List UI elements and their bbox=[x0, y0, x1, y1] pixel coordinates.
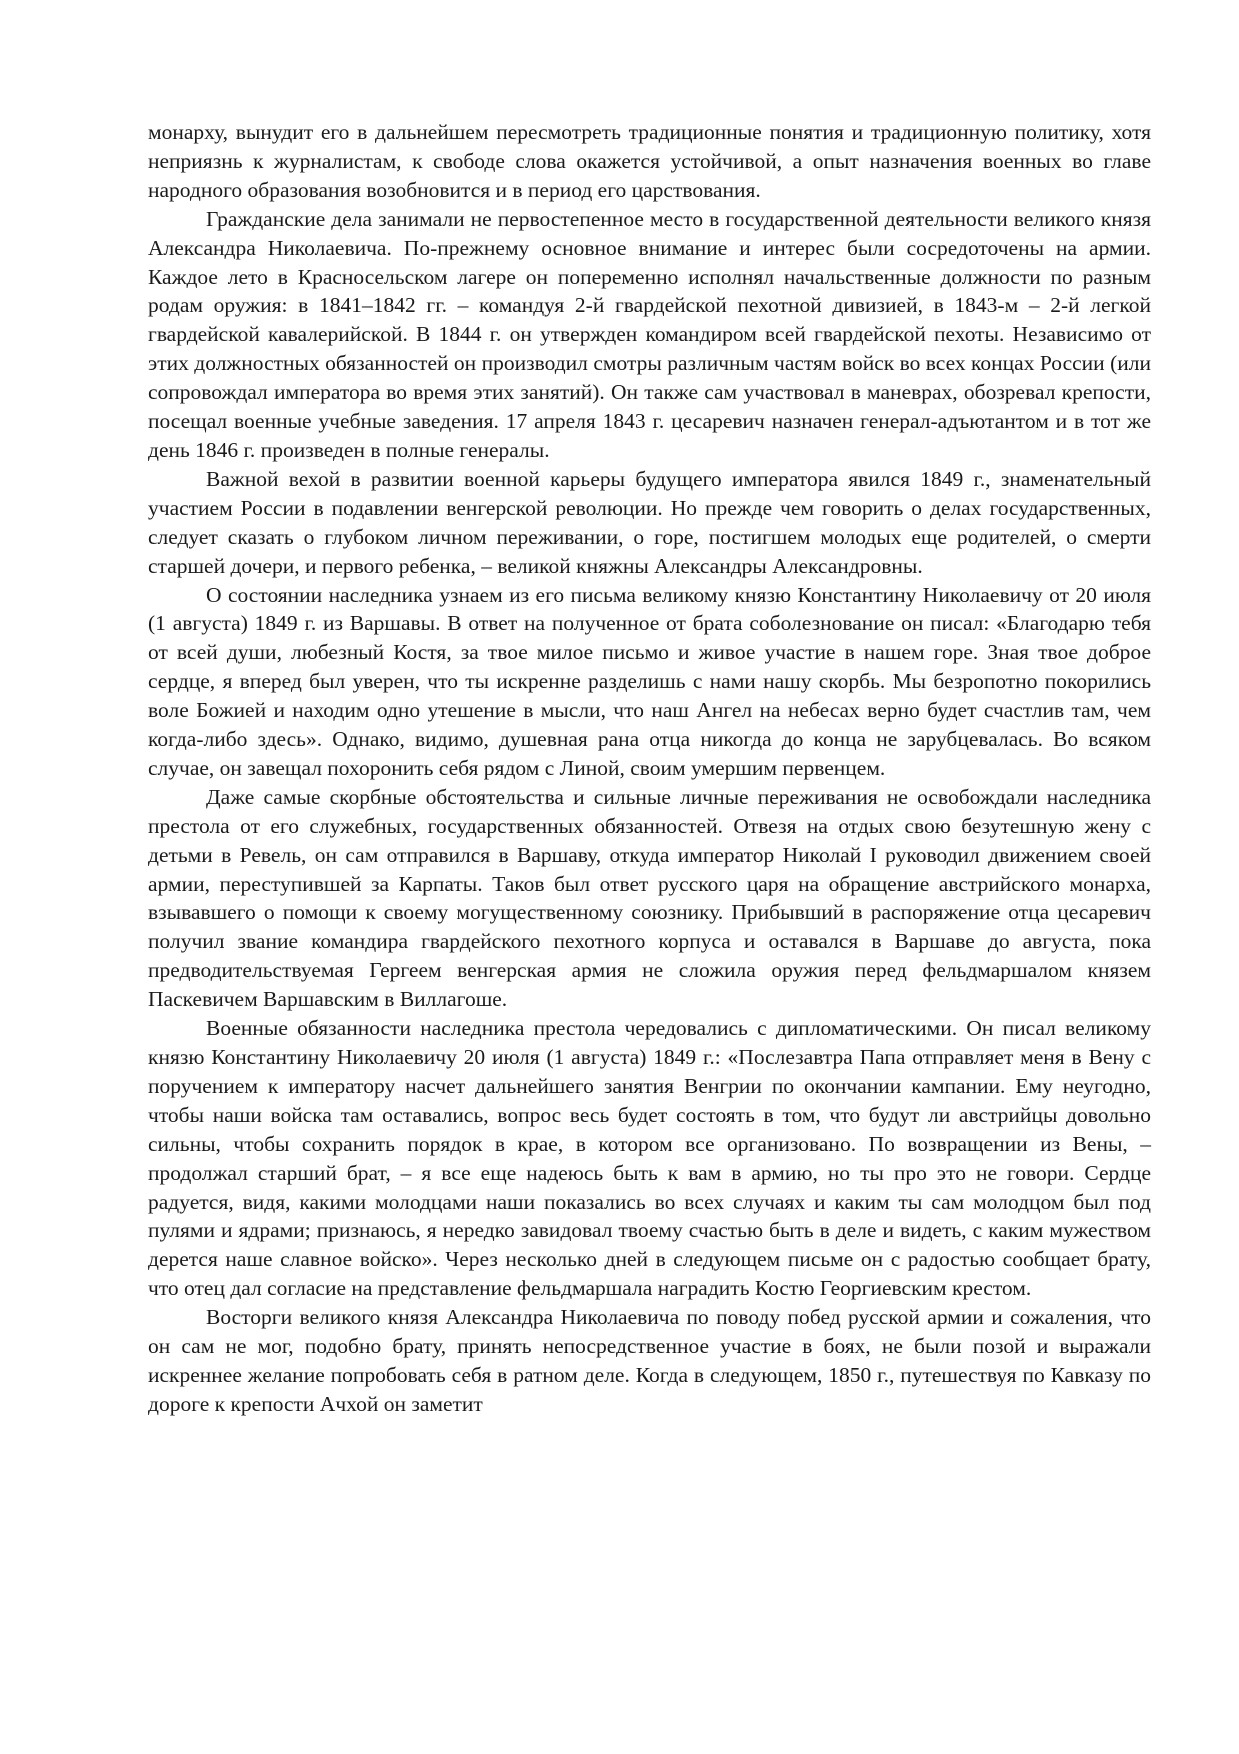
paragraph: Восторги великого князя Александра Николаевича по поводу побед русской армии и сожаления, что он сам не мог, подобно брату, принять непосредственное участие в боях, не были позой и выражали искреннее желание попробовать себя в ратном деле. Когда в следующем, 1850 г., путешествуя по Кавказу по дороге к крепости Ачхой он заметит bbox=[148, 1305, 1151, 1416]
paragraph: О состоянии наследника узнаем из его письма великому князю Константину Николаевичу от 20 июля (1 августа) 1849 г. из Варшавы. В ответ на полученное от брата соболезнование он писал: «Благодарю тебя от всей души, любезный Костя, за твое милое письмо и живое участие в нашем горе. Зная твое доброе сердце, я вперед был уверен, что ты искренне разделишь с нами нашу скорбь. Мы безропотно покорились воле Божией и находим одно утешение в мысли, что наш Ангел на небесах верно будет счастлив там, чем когда-либо здесь». Однако, видимо, душевная рана отца никогда до конца не зарубцевалась. Во всяком случае, он завещал похоронить себя рядом с Линой, своим умершим первенцем. bbox=[148, 582, 1151, 780]
paragraph: Важной вехой в развитии военной карьеры будущего императора явился 1849 г., знаменательный участием России в подавлении венгерской революции. Но прежде чем говорить о делах государственных, следует сказать о глубоком личном переживании, о горе, постигшем молодых еще родителей, о смерти старшей дочери, и первого ребенка, – великой княжны Александры Александровны. bbox=[148, 466, 1151, 578]
paragraph: Военные обязанности наследника престола чередовались с дипломатическими. Он писал великому князю Константину Николаевичу 20 июля (1 августа) 1849 г.: «Послезавтра Папа отправляет меня в Вену с поручением к императору насчет дальнейшего занятия Венгрии по окончании кампании. Ему неугодно, чтобы наши войска там оставались, вопрос весь будет состоять в том, что будут ли австрийцы довольно сильны, чтобы сохранить порядок в крае, в котором все организовано. По возвращении из Вены, – продолжал старший брат, – я все еще надеюсь быть к вам в армию, но ты про это не говори. Сердце радуется, видя, какими молодцами наши показались во всех случаях и каким ты сам молодцом был под пулями и ядрами; признаюсь, я нередко завидовал твоему счастью быть в деле и видеть, с каким мужеством дерется наше славное войско». Через несколько дней в следующем письме он с радостью сообщает брату, что отец дал согласие на представление фельдмаршала наградить Костю Георгиевским крестом. bbox=[148, 1016, 1151, 1301]
paragraph: Даже самые скорбные обстоятельства и сильные личные переживания не освобождали наследника престола от его служебных, государственных обязанностей. Отвезя на отдых свою безутешную жену с детьми в Ревель, он сам отправился в Варшаву, откуда император Николай I руководил движением своей армии, переступившей за Карпаты. Таков был ответ русского царя на обращение австрийского монарха, взывавшего о помощи к своему могущественному союзнику. Прибывший в распоряжение отца цесаревич получил звание командира гвардейского пехотного корпуса и оставался в Варшаве до августа, пока предводительствуемая Гергеем венгерская армия не сложила оружия перед фельдмаршалом князем Паскевичем Варшавским в Виллагоше. bbox=[148, 784, 1151, 1012]
body-text bbox=[148, 118, 1151, 1419]
paragraph: Гражданские дела занимали не первостепенное место в государственной деятельности великого князя Александра Николаевича. По-прежнему основное внимание и интерес были сосредоточены на армии. Каждое лето в Красносельском лагере он попеременно исполнял начальственные должности по разным родам оружия: в 1841–1842 гг. – командуя 2-й гвардейской пехотной дивизией, в 1843-м – 2-й легкой гвардейской кавалерийской. В 1844 г. он утвержден командиром всей гвардейской пехоты. Независимо от этих должностных обязанностей он производил смотры различным частям войск во всех концах России (или сопровождал императора во время этих занятий). Он также сам участвовал в маневрах, обозревал крепости, посещал военные учебные заведения. 17 апреля 1843 г. цесаревич назначен генерал-адъютантом и в тот же день 1846 г. произведен в полные генералы. bbox=[148, 206, 1151, 462]
paragraph: монарху, вынудит его в дальнейшем пересмотреть традиционные понятия и традиционную политику, хотя неприязнь к журналистам, к свободе слова окажется устойчивой, а опыт назначения военных во главе народного образования возобновится и в период его царствования. bbox=[148, 120, 1151, 202]
